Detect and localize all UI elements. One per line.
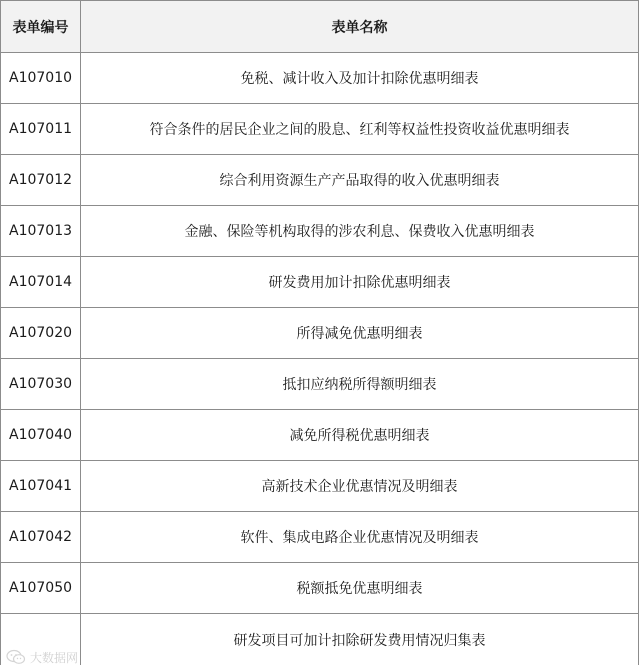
form-name-cell: 研发项目可加计扣除研发费用情况归集表	[81, 614, 639, 666]
table-row	[1, 614, 639, 666]
table-header	[1, 1, 639, 53]
table-row	[1, 206, 639, 257]
watermark	[6, 648, 78, 666]
form-name-cell: 软件、集成电路企业优惠情况及明细表	[81, 512, 639, 563]
form-code-cell: A107030	[1, 359, 81, 410]
form-code-cell: A107020	[1, 308, 81, 359]
form-code-cell: A107010	[1, 53, 81, 104]
table-row	[1, 410, 639, 461]
form-code-cell: A107050	[1, 563, 81, 614]
form-name-cell: 所得减免优惠明细表	[81, 308, 639, 359]
form-code-cell: A107014	[1, 257, 81, 308]
form-name-cell: 研发费用加计扣除优惠明细表	[81, 257, 639, 308]
form-name-cell: 综合利用资源生产产品取得的收入优惠明细表	[81, 155, 639, 206]
table-row	[1, 461, 639, 512]
table-row	[1, 53, 639, 104]
table-row	[1, 155, 639, 206]
header-row	[1, 1, 639, 53]
table-row	[1, 104, 639, 155]
form-code-cell: A107042	[1, 512, 81, 563]
header-form-name: 表单名称	[81, 1, 639, 53]
header-form-code: 表单编号	[1, 1, 81, 53]
form-name-cell: 税额抵免优惠明细表	[81, 563, 639, 614]
form-name-cell: 高新技术企业优惠情况及明细表	[81, 461, 639, 512]
form-name-cell: 免税、减计收入及加计扣除优惠明细表	[81, 53, 639, 104]
form-code-cell: A107013	[1, 206, 81, 257]
table-row	[1, 308, 639, 359]
form-name-cell: 金融、保险等机构取得的涉农利息、保费收入优惠明细表	[81, 206, 639, 257]
table-row	[1, 359, 639, 410]
form-name-cell: 抵扣应纳税所得额明细表	[81, 359, 639, 410]
form-name-cell: 减免所得税优惠明细表	[81, 410, 639, 461]
watermark-text: 大数据网	[30, 650, 79, 665]
table-row	[1, 563, 639, 614]
table-body	[1, 53, 639, 666]
form-code-cell: A107040	[1, 410, 81, 461]
form-code-cell: A107011	[1, 104, 81, 155]
form-name-cell: 符合条件的居民企业之间的股息、红利等权益性投资收益优惠明细表	[81, 104, 639, 155]
wechat-logo-icon	[6, 649, 26, 665]
table-row	[1, 512, 639, 563]
form-code-cell: A107041	[1, 461, 81, 512]
form-code-cell: A107012	[1, 155, 81, 206]
table-row	[1, 257, 639, 308]
